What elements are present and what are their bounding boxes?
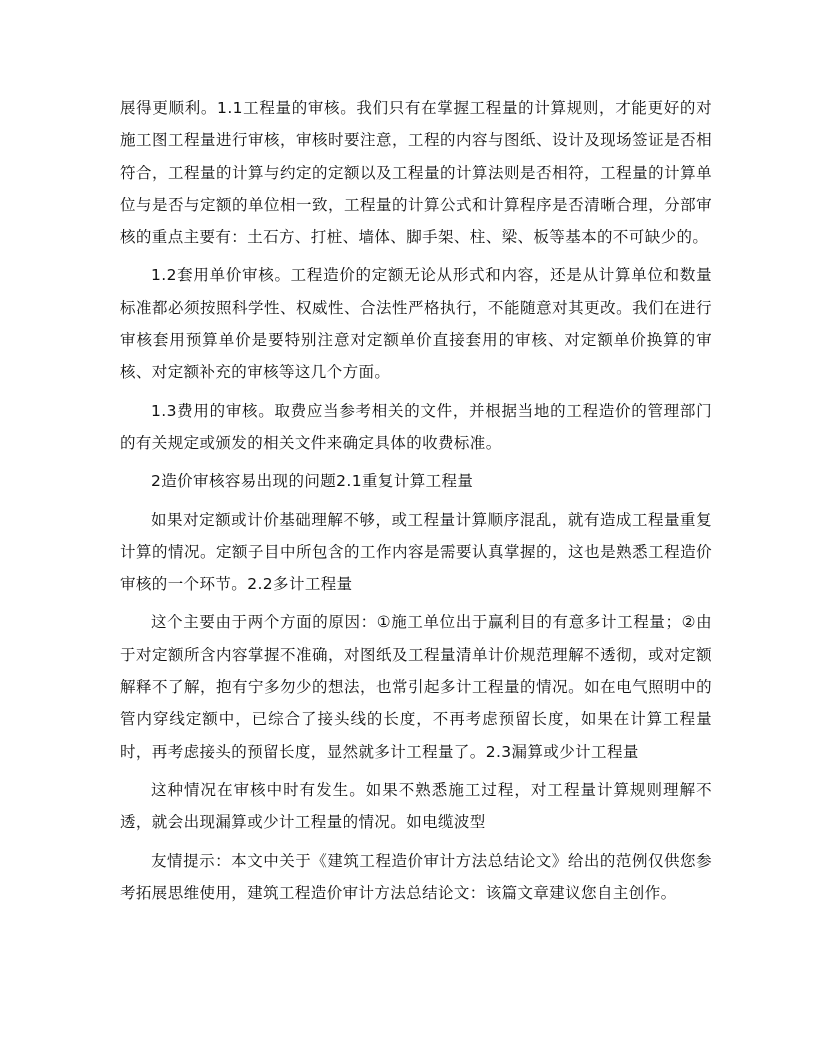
paragraph-unit-price-review: 1.2套用单价审核。工程造价的定额无论从形式和内容，还是从计算单位和数量标准都必须按照科学性、权威性、合法性严格执行，不能随意对其更改。我们在进行审核套用预算单价是要特别注意对定额单价直接套用的审核、对定额单价换算的审核、对定额补充的审核等这几个方面。 — [120, 266, 712, 382]
document-body — [120, 92, 712, 909]
paragraph-over-calculation: 这个主要由于两个方面的原因：①施工单位出于赢利目的有意多计工程量；②由于对定额所含内容掌握不准确，对图纸及工程量清单计价规范理解不透彻，或对定额解释不了解，抱有宁多勿少的想法，也常引起多计工程量的情况。如在电气照明中的管内穿线定额中，已综合了接头线的长度，不再考虑预留长度，如果在计算工程量时，再考虑接头的预留长度，显然就多计工程量了。2.3漏算或少计工程量 — [120, 613, 712, 761]
paragraph-omission: 这种情况在审核中时有发生。如果不熟悉施工过程，对工程量计算规则理解不透，就会出现漏算或少计工程量的情况。如电缆波型 — [120, 780, 712, 832]
paragraph-friendly-notice: 友情提示：本文中关于《建筑工程造价审计方法总结论文》给出的范例仅供您参考拓展思维使用，建筑工程造价审计方法总结论文：该篇文章建议您自主创作。 — [120, 851, 712, 902]
paragraph-fee-review: 1.3费用的审核。取费应当参考相关的文件，并根据当地的工程造价的管理部门的有关规定或颁发的相关文件来确定具体的收费标准。 — [120, 401, 712, 452]
paragraph-duplicate-calculation: 如果对定额或计价基础理解不够，或工程量计算顺序混乱，就有造成工程量重复计算的情况。定额子目中所包含的工作内容是需要认真掌握的，这也是熟悉工程造价审核的一个环节。2.2多计工程量 — [120, 510, 712, 594]
paragraph-workload-review: 展得更顺利。1.1工程量的审核。我们只有在掌握工程量的计算规则，才能更好的对施工图工程量进行审核，审核时要注意，工程的内容与图纸、设计及现场签证是否相符合，工程量的计算与约定的定额以及工程量的计算法则是否相符，工程量的计算单位与是否与定额的单位相一致，工程量的计算公式和计算程序是否清晰合理，分部审核的重点主要有：土石方、打桩、墙体、脚手架、柱、梁、板等基本的不可缺少的。 — [120, 99, 712, 247]
section-heading-common-problems: 2造价审核容易出现的问题2.1重复计算工程量 — [151, 472, 474, 491]
